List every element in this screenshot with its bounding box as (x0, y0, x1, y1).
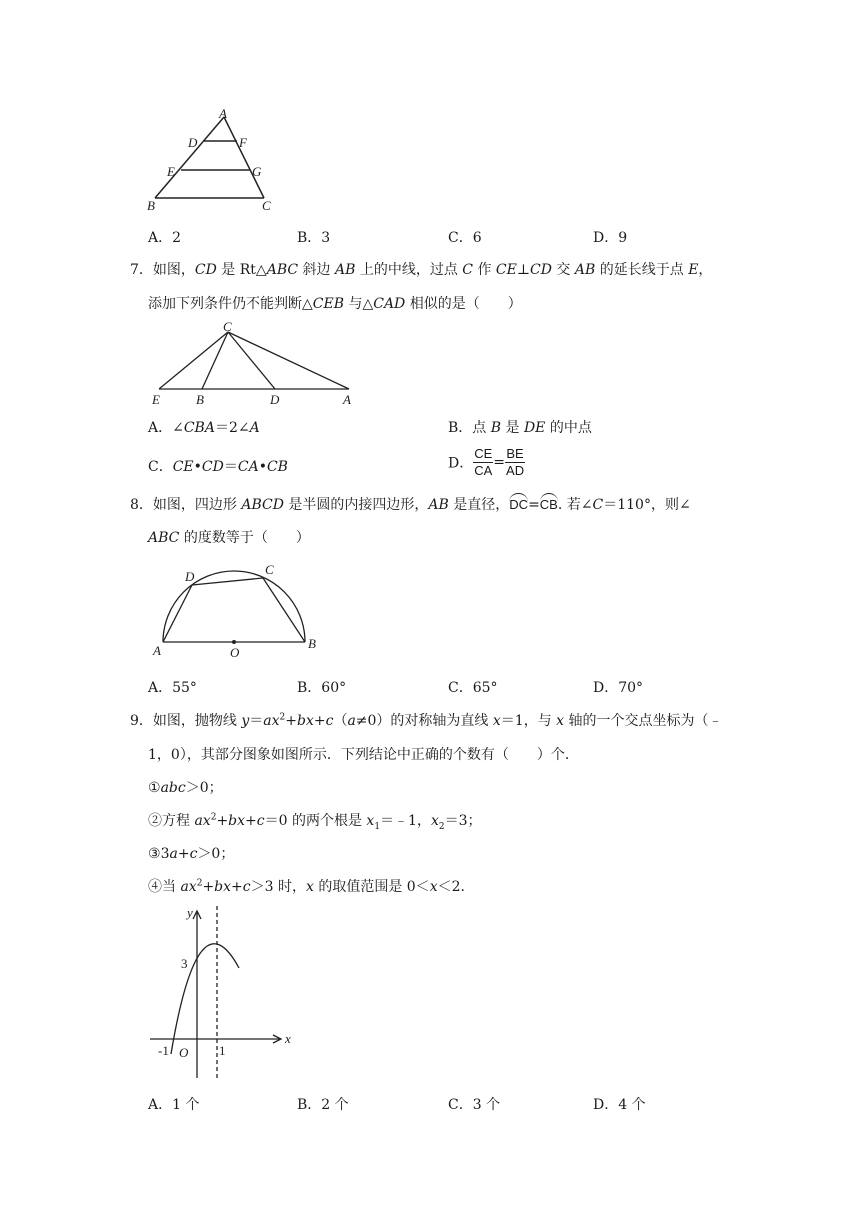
var: CE (495, 262, 517, 278)
var: CD (201, 459, 224, 475)
text: • (258, 459, 267, 475)
q9-statement-4 (148, 876, 465, 896)
equals-sign: = (528, 497, 540, 513)
q9-statement-3 (148, 843, 234, 863)
q7-option-b (448, 417, 592, 437)
subscript: 2 (438, 821, 445, 832)
text: ， (698, 262, 713, 278)
q7-label-b: B (196, 392, 204, 407)
var: CBA (183, 420, 215, 436)
var: x (556, 713, 565, 729)
q8-option-b: B．60° (297, 680, 347, 696)
text: C． (148, 459, 173, 475)
exponent: 2 (210, 812, 217, 823)
denominator: CA (474, 463, 493, 478)
var: C (592, 497, 604, 513)
q9-label-y: y (187, 905, 193, 920)
var: x (430, 813, 439, 829)
text: 与△ (344, 296, 374, 312)
var: c (256, 813, 265, 829)
text: 当 (162, 879, 181, 895)
text: • (193, 459, 202, 475)
text: 斜边 (298, 262, 335, 278)
var: ABC (266, 262, 299, 278)
fraction-ce-ca (473, 446, 493, 479)
circled-number: ③ (148, 846, 161, 862)
q8-stem-line2 (148, 527, 310, 547)
arc-cb: CB (540, 493, 558, 512)
q7-option-d (448, 446, 525, 479)
text: ⊥ (516, 262, 531, 278)
q9-option-a: A．1 个 (148, 1097, 200, 1113)
q7-label-d: D (270, 392, 280, 407)
q8-stem-line1 (130, 493, 691, 514)
text: ＝1，与 (500, 713, 557, 729)
q9-parabola-figure (140, 904, 305, 1084)
text: ＝2∠ (214, 420, 250, 436)
var: E (688, 262, 699, 278)
text: ＝﹣1， (380, 813, 431, 829)
text: 7．如图， (130, 262, 195, 278)
q6-label-a: A (219, 106, 227, 121)
q8-label-a: A (153, 643, 161, 658)
q9-label-1: 1 (219, 1043, 226, 1058)
q9-option-c: C．3 个 (448, 1097, 501, 1113)
text: 8．如图，四边形 (130, 497, 242, 513)
text: + (285, 713, 297, 729)
text: 9．如图，抛物线 (130, 713, 242, 729)
text: ＞3 时， (250, 879, 306, 895)
var: CAD (373, 296, 406, 312)
text: 是 (501, 420, 524, 436)
var: y (241, 713, 250, 729)
text: 作 (473, 262, 496, 278)
q6-option-c: C．6 (448, 230, 482, 246)
q7-stem-line2 (148, 293, 522, 313)
text: 方程 (162, 813, 195, 829)
text: + (216, 813, 229, 829)
q9-option-b: B．2 个 (297, 1097, 349, 1113)
text: 添加下列条件仍不能判断△ (148, 296, 313, 312)
q8-label-o: O (230, 645, 240, 660)
var: CA (237, 459, 259, 475)
q6-option-a: A．2 (148, 230, 182, 246)
q8-semicircle-figure (145, 558, 325, 662)
var: CEB (312, 296, 345, 312)
text: 是半圆的内接四边形， (283, 497, 429, 513)
var: ABC (148, 530, 180, 546)
var: CE (172, 459, 194, 475)
numerator: BE (506, 446, 524, 461)
q7-option-c (148, 456, 288, 476)
q8-label-c: C (265, 562, 274, 577)
text: ＞0； (185, 780, 223, 796)
var: c (242, 879, 251, 895)
var: DE (523, 420, 546, 436)
q6-option-d: D．9 (593, 230, 628, 246)
q9-statement-2 (148, 810, 482, 832)
q6-label-d: D (188, 135, 198, 150)
text: ＝0 的两个根是 (264, 813, 367, 829)
var: ax (194, 813, 211, 829)
fraction-be-ad (505, 446, 525, 479)
var: abc (160, 780, 186, 796)
circled-number: ② (148, 813, 162, 829)
text: B．点 (448, 420, 491, 436)
text: ＝110°，则∠ (603, 497, 691, 513)
q7-stem-line1 (130, 259, 712, 279)
var: x (492, 713, 501, 729)
q6-label-c: C (262, 198, 271, 213)
text: 3 (160, 846, 170, 862)
text: 轴的一个交点坐标为（﹣ (564, 713, 723, 729)
q9-stem-line1 (130, 710, 723, 730)
q9-label-x: x (285, 1031, 291, 1046)
var: C (462, 262, 474, 278)
text: ＝3； (444, 813, 482, 829)
var: bx (214, 879, 232, 895)
q6-label-g: G (252, 164, 262, 179)
text: 的度数等于（ ） (179, 530, 310, 546)
text: 的取值范围是 0＜ (313, 879, 430, 895)
q7-option-a (148, 417, 260, 437)
q8-option-a: A．55° (148, 680, 197, 696)
text: 上的中线，过点 (355, 262, 463, 278)
var: CB (266, 459, 288, 475)
q9-stem-line2: 1，0），其部分图象如图所示．下列结论中正确的个数有（ ）个． (148, 747, 579, 763)
text: （ (333, 713, 348, 729)
text: A．∠ (148, 420, 184, 436)
q7-label-a: A (343, 392, 351, 407)
q6-label-b: B (147, 198, 155, 213)
text: + (313, 713, 326, 729)
q9-label-o: O (179, 1045, 189, 1060)
text: 交 (551, 262, 575, 278)
var: bx (297, 713, 314, 729)
var: x (366, 813, 375, 829)
text: ＝ (249, 713, 264, 729)
text: 相似的是（ ） (405, 296, 522, 312)
var: c (325, 713, 334, 729)
text: + (202, 879, 215, 895)
text: ≠0）的对称轴为直线 (355, 713, 493, 729)
q8-option-d: D．70° (593, 680, 644, 696)
exponent: 2 (279, 712, 286, 723)
text: 是直径， (448, 497, 510, 513)
var: AB (428, 497, 449, 513)
var: ax (263, 713, 280, 729)
q7-label-e: E (152, 392, 160, 407)
q8-label-b: B (308, 636, 316, 651)
var: B (490, 420, 502, 436)
subscript: 1 (374, 821, 381, 832)
q9-label-3: 3 (181, 956, 188, 971)
q6-triangle-figure (140, 105, 290, 217)
text: . 若∠ (557, 497, 593, 513)
text: + (245, 813, 257, 829)
q9-statement-1 (148, 777, 223, 797)
var: CD (194, 262, 217, 278)
var: ax (180, 879, 197, 895)
equals-sign: = (493, 454, 506, 471)
text: ＝ (223, 459, 238, 475)
var: a (347, 713, 356, 729)
var: bx (228, 813, 246, 829)
q7-triangle-figure (145, 318, 360, 410)
var: a (169, 846, 178, 862)
q6-label-f: F (239, 135, 247, 150)
var: A (249, 420, 260, 436)
circled-number: ① (148, 780, 161, 796)
numerator: CE (474, 446, 493, 461)
text: + (177, 846, 190, 862)
exponent: 2 (196, 878, 203, 889)
arc-dc: DC (509, 493, 528, 512)
q9-option-d: D．4 个 (593, 1097, 646, 1113)
denominator: AD (506, 463, 525, 478)
text: ＞0； (197, 846, 235, 862)
q8-label-d: D (185, 569, 195, 584)
circled-number: ④ (148, 879, 162, 895)
text: 的中点 (545, 420, 592, 436)
text: 是 Rt△ (216, 262, 267, 278)
var: c (189, 846, 198, 862)
text: D． (448, 455, 474, 472)
var: x (429, 879, 438, 895)
text: 的延长线于点 (595, 262, 689, 278)
var: AB (334, 262, 356, 278)
var: CD (530, 262, 552, 278)
q7-label-c: C (223, 319, 232, 334)
q6-label-e: E (167, 164, 175, 179)
text: + (231, 879, 243, 895)
var: ABCD (241, 497, 284, 513)
text: ＜2. (437, 879, 465, 895)
var: x (305, 879, 314, 895)
q6-option-b: B．3 (297, 230, 331, 246)
q8-option-c: C．65° (448, 680, 498, 696)
q9-label-minus1: -1 (158, 1043, 169, 1058)
var: AB (574, 262, 596, 278)
